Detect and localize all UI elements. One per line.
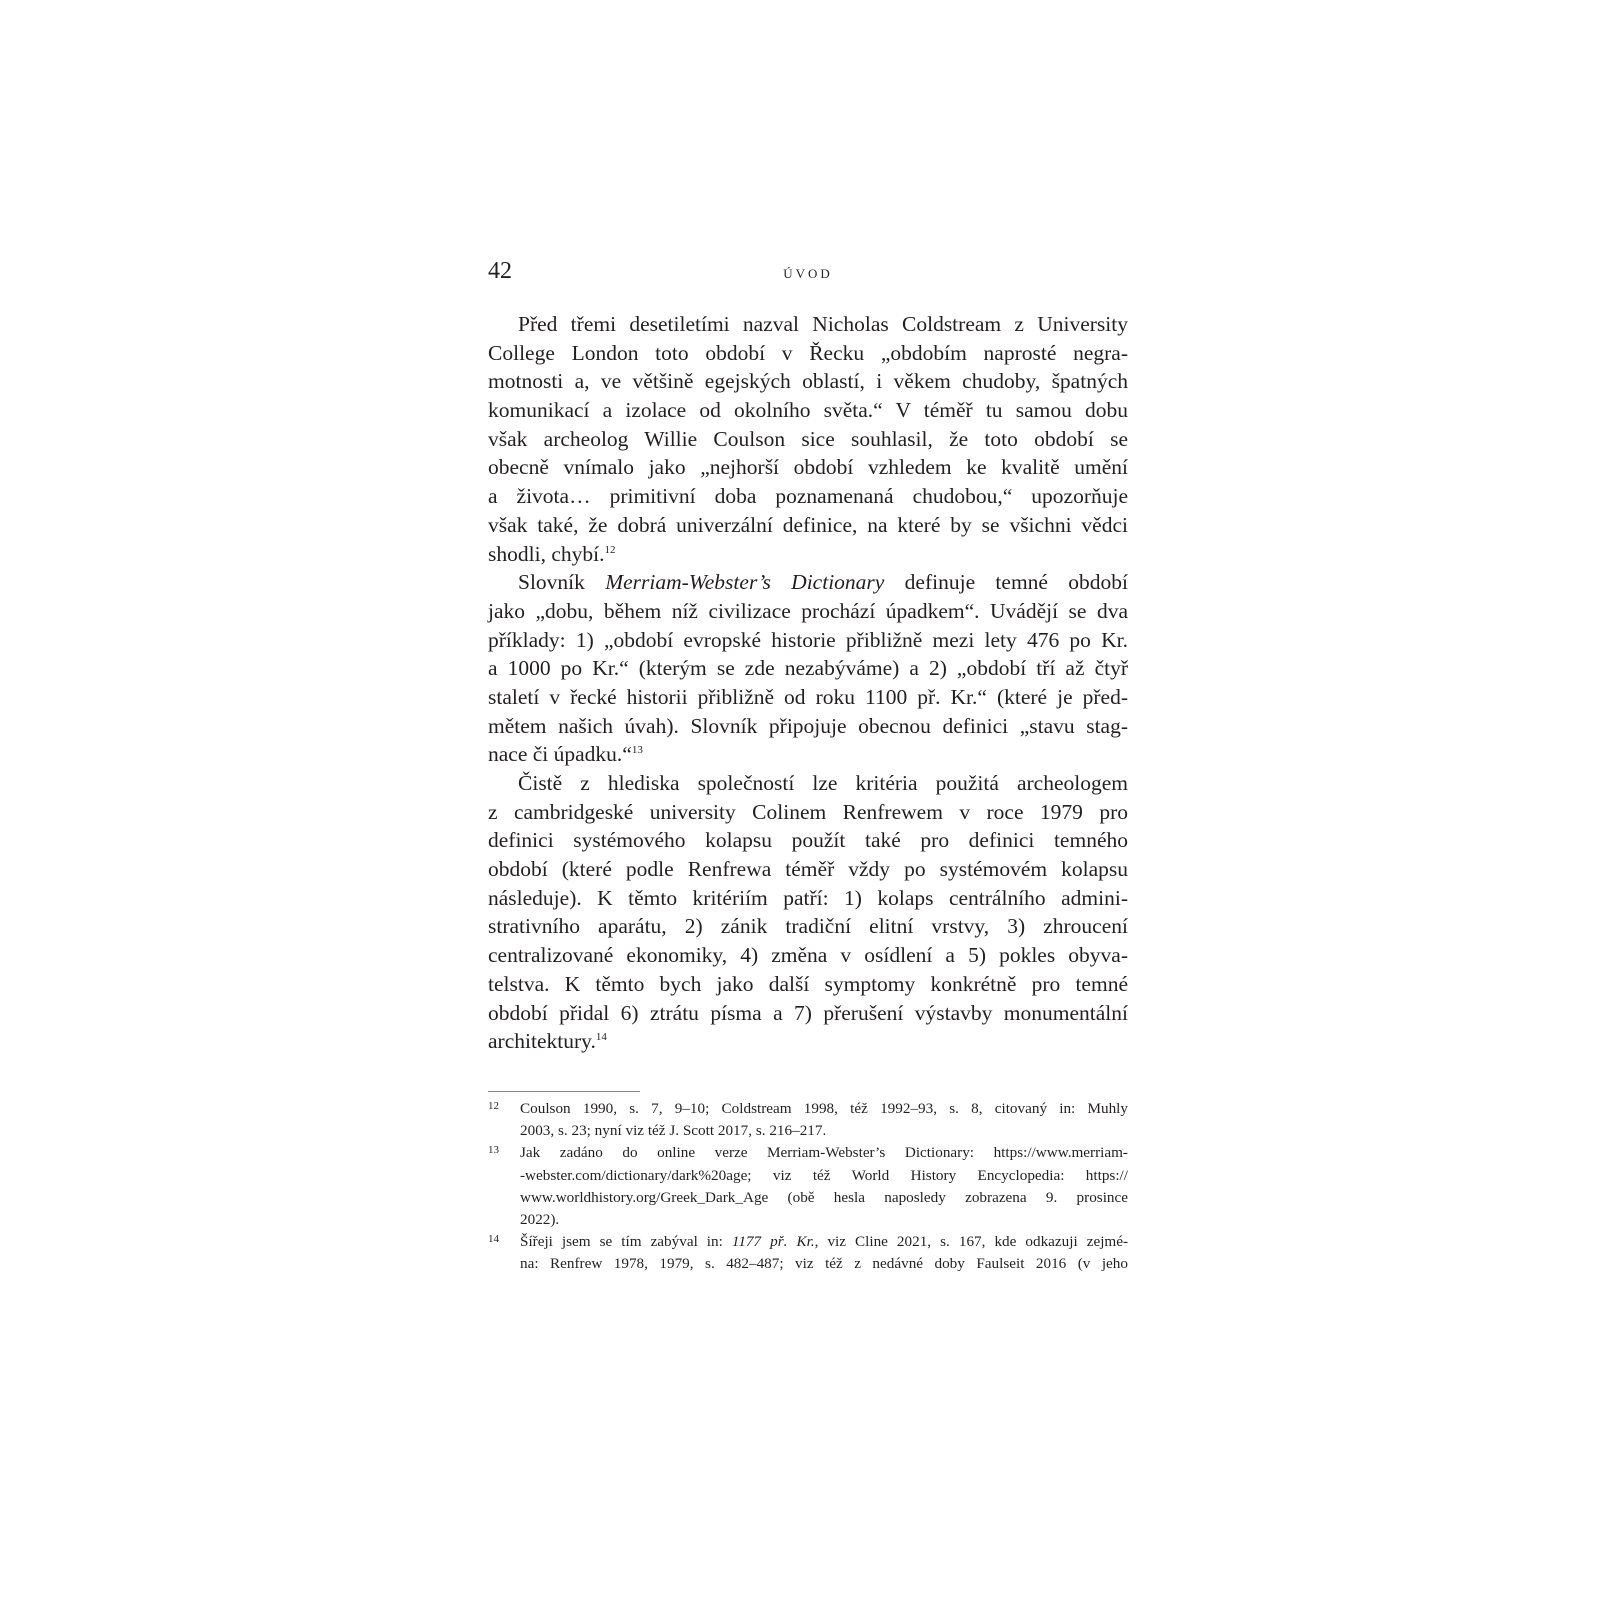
footnote-number: 12: [488, 1100, 499, 1112]
text-line: telstva. K těmto bych jako další symptomy konkrétně pro temné: [488, 971, 1128, 996]
footnote-text: Jak zadáno do online verze Merriam-Webster’s Dictionary: https://www.merriam-: [520, 1144, 1128, 1162]
text-line: a života… primitivní doba poznamenaná chudobou,“ upozorňuje: [488, 484, 1128, 509]
page-header: [488, 256, 1128, 290]
footnote-line: 2022).: [520, 1210, 560, 1228]
text-line: [488, 1027, 1128, 1056]
footnote-line: -webster.com/dictionary/dark%20age; viz též World History Encyclopedia: https://: [520, 1166, 1128, 1184]
text-line: a 1000 po Kr.“ (kterým se zde nezabýváme) a 2) „období tří až čtyř: [488, 656, 1128, 681]
text-line: motnosti a, ve většině egejských oblastí, i věkem chudoby, špatných: [488, 369, 1128, 394]
footnote-line: www.worldhistory.org/Greek_Dark_Age (obě hesla naposledy zobrazena 9. prosince: [520, 1188, 1128, 1206]
text-fragment: nace či úpadku.“: [488, 742, 632, 767]
footnote-ref-14[interactable]: 14: [595, 1031, 607, 1044]
footnote-line: na: Renfrew 1978, 1979, s. 482–487; viz též z nedávné doby Faulseit 2016 (v jeho: [520, 1255, 1128, 1273]
footnote-ref-12[interactable]: 12: [604, 543, 616, 556]
footnote-text: , viz Cline 2021, s. 167, kde odkazuji zejmé-: [814, 1233, 1129, 1251]
text-line: [488, 568, 1128, 597]
text-line: však také, že dobrá univerzální definice, na které by se všichni vědci: [488, 512, 1128, 537]
text-line: příklady: 1) „období evropské historie přibližně mezi lety 476 po Kr.: [488, 627, 1128, 652]
text-fragment: architektury.: [488, 1029, 596, 1054]
footnote-line: 2003, s. 23; nyní viz též J. Scott 2017, s. 216–217.: [520, 1122, 827, 1140]
footnote-13: [488, 1142, 1128, 1231]
text-line: College London toto období v Řecku „obdobím naprosté negra-: [488, 340, 1128, 365]
footnote-line: [488, 1142, 1128, 1164]
text-fragment: shodli, chybí.: [488, 541, 605, 566]
text-line: mětem našich úvah). Slovník připojuje obecnou definici „stavu stag-: [488, 713, 1128, 738]
main-text: [488, 310, 1128, 1056]
footnote-number: 14: [488, 1233, 499, 1246]
text-line: následuje). K těmto kritériím patří: 1) kolaps centrálního admini-: [488, 885, 1128, 910]
footnote-text: Šířeji jsem se tím zabýval in:: [520, 1233, 732, 1251]
text-line: [488, 540, 1128, 569]
footnote-line: [488, 1231, 1128, 1253]
text-line: komunikací a izolace od okolního světa.“ V téměř tu samou dobu: [488, 398, 1128, 423]
footnote-line: [488, 1098, 1128, 1120]
footnote-12: [488, 1098, 1128, 1142]
text-line: staletí v řecké historii přibližně od roku 1100 př. Kr.“ (které je před-: [488, 684, 1128, 709]
text-line: Před třemi desetiletími nazval Nicholas Coldstream z University: [518, 312, 1128, 336]
book-title: 1177 př. Kr.: [731, 1233, 815, 1251]
text-line: obecně vnímalo jako „nejhorší období vzhledem ke kvalitě umění: [488, 455, 1128, 480]
text-fragment: Slovník: [518, 570, 606, 595]
text-line: jako „dobu, během níž civilizace prochází úpadkem“. Uvádějí se dva: [488, 598, 1128, 623]
text-line: centralizované ekonomiky, 4) změna v osídlení a 5) pokles obyva-: [488, 943, 1128, 968]
text-fragment: definuje temné období: [884, 570, 1129, 595]
footnote-text: Coulson 1990, s. 7, 9–10; Coldstream 1998, též 1992–93, s. 8, citovaný in: Muhly: [520, 1100, 1128, 1117]
text-line: [488, 740, 1128, 769]
footnote-number: 13: [488, 1144, 499, 1157]
text-line: však archeolog Willie Coulson sice souhlasil, že toto období se: [488, 426, 1128, 451]
text-line: definici systémového kolapsu použít také pro definici temného: [488, 828, 1128, 853]
footnote-rule: [488, 1091, 640, 1092]
text-line: Čistě z hlediska společností lze kritéria použitá archeologem: [518, 771, 1128, 795]
footnote-ref-13[interactable]: 13: [631, 744, 643, 757]
running-head: ÚVOD: [783, 266, 833, 281]
text-line: strativního aparátu, 2) zánik tradiční elitní vrstvy, 3) zhroucení: [488, 914, 1128, 939]
text-line: období přidal 6) ztrátu písma a 7) přerušení výstavby monumentální: [488, 1000, 1128, 1025]
footnotes: [488, 1098, 1128, 1276]
dictionary-title: Merriam-Webster’s Dictionary: [605, 570, 885, 595]
text-line: z cambridgeské university Colinem Renfrewem v roce 1979 pro: [488, 799, 1128, 824]
page-number: 42: [488, 258, 512, 284]
footnote-14: [488, 1231, 1128, 1275]
text-line: období (které podle Renfrewa téměř vždy po systémovém kolapsu: [488, 857, 1128, 882]
